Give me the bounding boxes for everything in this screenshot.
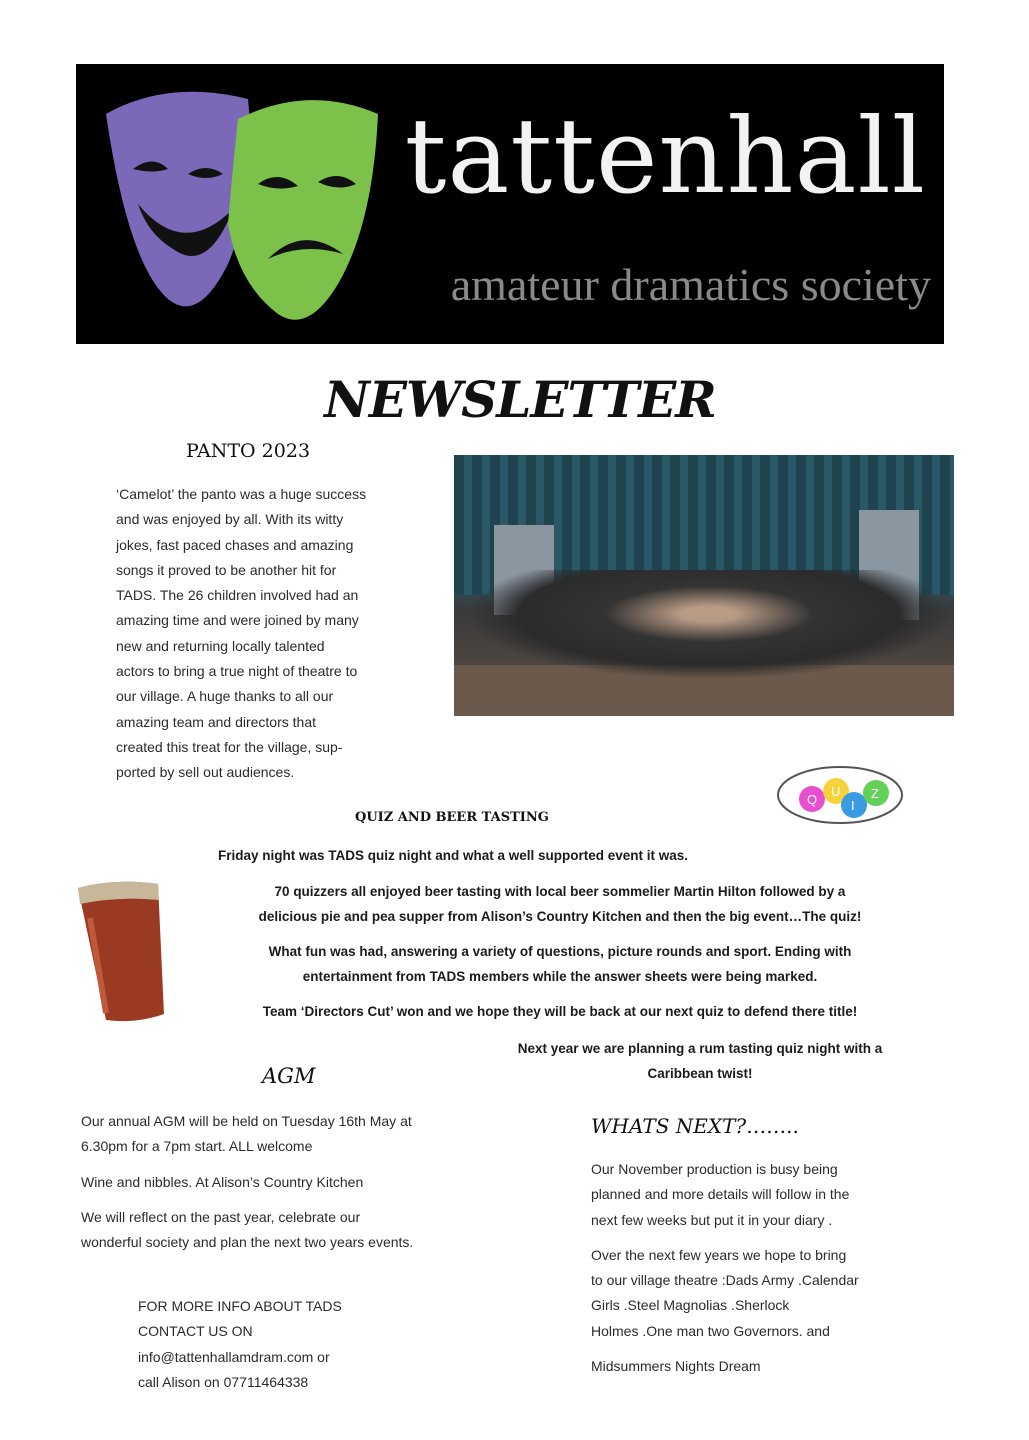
beer-pint-icon [76, 878, 168, 1024]
contact-email: info@tattenhallamdram.com or [138, 1348, 330, 1365]
quiz-paragraph-1: Friday night was TADS quiz night and what a well supported event it was. [218, 848, 689, 863]
whats-next-body: Our November production is busy being planned and more details will follow in the next few weeks but put it in your diary . Over the next few years we hope to bring to our village theatre :Dads Army .Calendar Girls .Steel Magnolias .Sherlock Holmes .One man two Governors. and Midsummers Nights Dream [591, 1161, 859, 1375]
newsletter-title: NEWSLETTER [324, 370, 716, 429]
agm-heading: AGM [262, 1064, 316, 1088]
agm-body: Our annual AGM will be held on Tuesday 16th May at 6.30pm for a 7pm start. ALL welcome Wine and nibbles. At Alison’s Country Kitchen We will reflect on the past year, celebrate our wonderful society and plan the next two years events. [81, 1113, 414, 1251]
quiz-paragraph-5: Next year we are planning a rum tasting quiz night with a Caribbean twist! [517, 1041, 883, 1082]
header-banner [76, 64, 944, 344]
brand-subtitle: amateur dramatics society [450, 259, 931, 310]
theatre-masks-logo [88, 74, 388, 336]
svg-text:Z: Z [871, 786, 879, 801]
svg-text:I: I [851, 798, 855, 813]
quiz-paragraph-2: 70 quizzers all enjoyed beer tasting with local beer sommelier Martin Hilton followed by a delicious pie and pea supper from Alison’s Country Kitchen and then the big event…The quiz! [258, 884, 862, 925]
quiz-paragraph-4: Team ‘Directors Cut’ won and we hope they will be back at our next quiz to defend there title! [262, 1004, 858, 1019]
panto-body: ‘Camelot’ the panto was a huge success and was enjoyed by all. With its witty jokes, fast paced chases and amazing songs it proved to be another hit for TADS. The 26 children involved had an amazing time and were joined by many new and returning locally talented actors to bring a true night of theatre to our village. A huge thanks to all our amazing team and directors that created this treat for the village, sup- ported by sell out audiences. [116, 486, 367, 781]
cast-group-photo [454, 455, 954, 716]
svg-text:Q: Q [807, 792, 818, 807]
quiz-paragraph-3: What fun was had, answering a variety of questions, picture rounds and sport. Ending with entertainment from TADS members while the answer sheets were being marked. [268, 944, 852, 985]
brand-title: tattenhall [404, 95, 926, 217]
quiz-speech-bubble-icon [776, 765, 912, 827]
svg-text:U: U [831, 784, 841, 799]
whats-next-heading: WHATS NEXT?…….. [591, 1114, 799, 1138]
quiz-heading: QUIZ AND BEER TASTING [355, 810, 549, 825]
contact-info: FOR MORE INFO ABOUT TADS CONTACT US ON info@tattenhallamdram.com or call Alison on 07711464338 [138, 1294, 342, 1395]
panto-heading: PANTO 2023 [186, 440, 311, 462]
contact-phone: call Alison on 07711464338 [138, 1373, 309, 1390]
